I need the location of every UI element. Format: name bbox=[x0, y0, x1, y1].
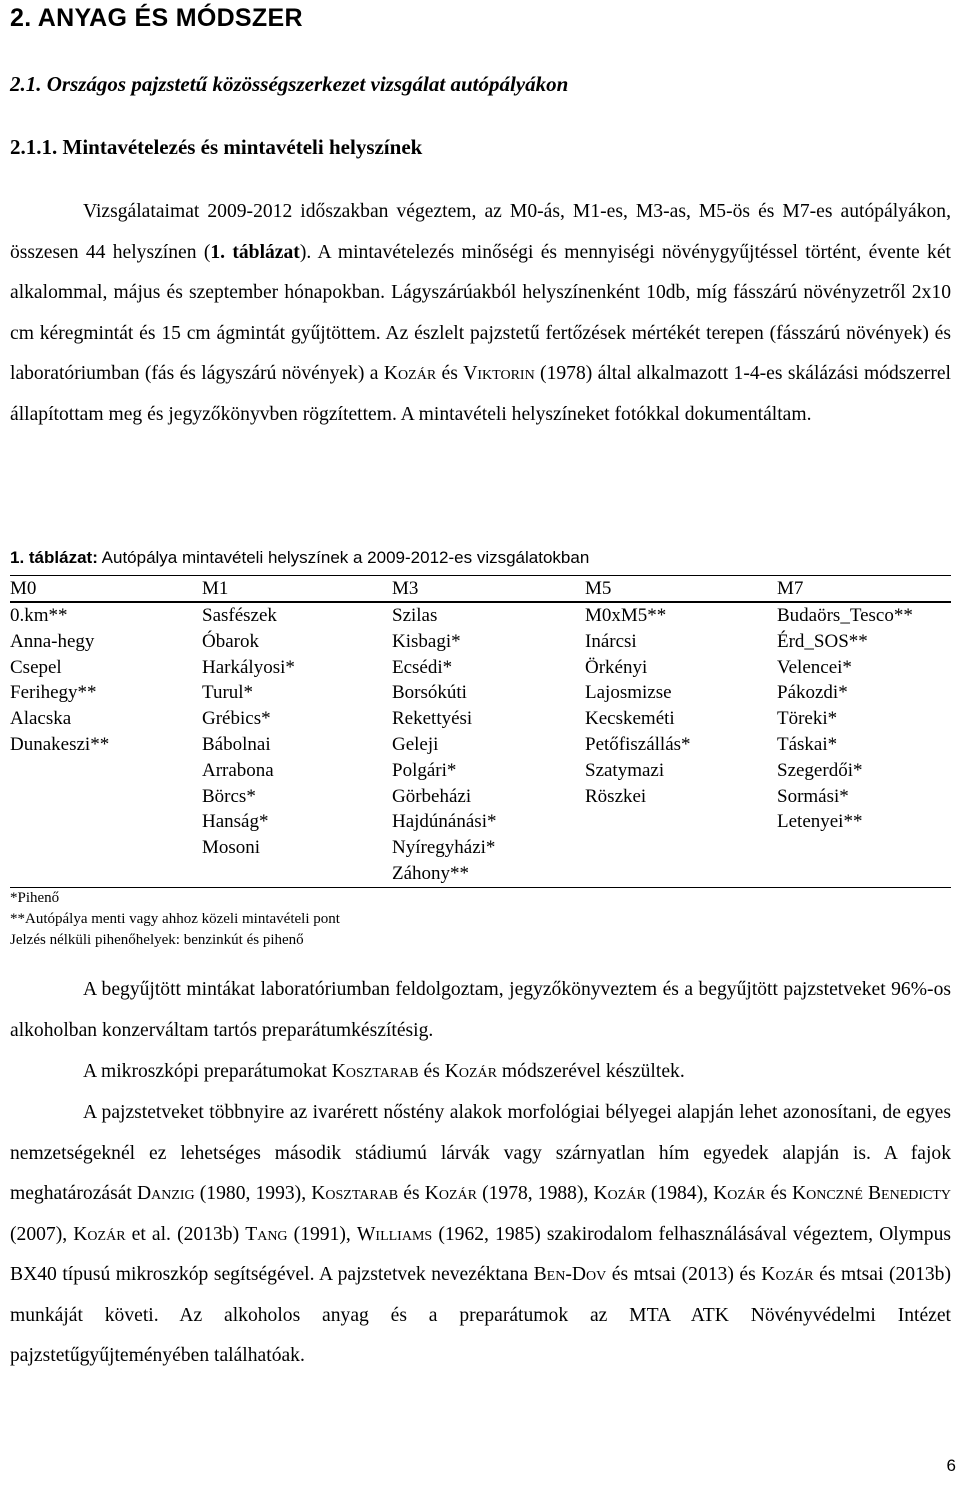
table-cell: Érd_SOS** bbox=[777, 630, 868, 652]
table-header-row bbox=[10, 576, 951, 603]
table-cell: Mosoni bbox=[202, 837, 261, 859]
paragraph-microscope: A mikroszkópi preparátumokat Kosztarab és Kozár módszerével készültek. bbox=[83, 1061, 685, 1082]
table-cell bbox=[10, 809, 202, 835]
table-cell: Záhony** bbox=[392, 861, 585, 887]
author-name: Kozár bbox=[73, 1223, 126, 1245]
section-heading: 2.1. Országos pajzstetű közösségszerkezet vizsgálat autópályákon bbox=[10, 72, 569, 96]
column-header: M0 bbox=[10, 576, 202, 603]
table-cell bbox=[777, 835, 951, 861]
table-cell bbox=[202, 861, 392, 887]
table-cell: Nyíregyházi* bbox=[392, 837, 496, 859]
author-name: Kozár bbox=[593, 1183, 646, 1204]
page-number: 6 bbox=[946, 1456, 956, 1475]
table-cell bbox=[585, 835, 777, 861]
table-cell: Hajdúnánási* bbox=[392, 811, 497, 833]
column-header: M5 bbox=[585, 576, 777, 603]
table-cell: Velencei* bbox=[777, 656, 852, 678]
table-row bbox=[10, 655, 951, 681]
table-row bbox=[10, 835, 951, 861]
author-name: Williams bbox=[356, 1223, 433, 1245]
table-cell: Szilas bbox=[392, 605, 438, 626]
table-cell: Grébics* bbox=[202, 708, 271, 730]
table-row bbox=[10, 758, 951, 784]
note-roadside-point: **Autópálya menti vagy ahhoz közeli mintavételi pont bbox=[10, 911, 340, 927]
table-cell: Alacska bbox=[10, 708, 72, 730]
table-row bbox=[10, 861, 951, 887]
table-cell: Szatymazi bbox=[585, 759, 665, 781]
table-cell: Letenyei** bbox=[777, 811, 863, 833]
table-cell: Bábolnai bbox=[202, 733, 271, 755]
table-row bbox=[10, 784, 951, 810]
table-cell: Hanság* bbox=[202, 811, 269, 833]
chapter-heading: 2. ANYAG ÉS MÓDSZER bbox=[10, 4, 303, 32]
author-name: Viktorin bbox=[463, 363, 535, 384]
table-cell: Örkényi bbox=[585, 656, 648, 678]
table-cell: Arrabona bbox=[202, 759, 274, 781]
author-name: Kozár bbox=[383, 363, 437, 384]
table-cell: Röszkei bbox=[585, 785, 647, 807]
table-row bbox=[10, 706, 951, 732]
table-row bbox=[10, 629, 951, 655]
note-rest-area: *Pihenő bbox=[10, 890, 60, 906]
table-cell: Harkályosi* bbox=[202, 656, 295, 678]
table-cell: Kecskeméti bbox=[585, 708, 675, 730]
author-name: Kozár bbox=[761, 1264, 814, 1285]
table-cell: Geleji bbox=[392, 733, 439, 755]
author-name: Tang bbox=[245, 1223, 288, 1245]
table-cell: M0xM5** bbox=[585, 605, 667, 626]
table-cell: Kisbagi* bbox=[392, 630, 461, 652]
table-cell: Görbeházi bbox=[392, 785, 472, 807]
table-cell bbox=[10, 758, 202, 784]
paragraph-identification: A pajzstetveket többnyire az ivarérett nőstény alakok morfológiai bélyegei alapján lehet azonosítani, de egyes nemzetségeknél ez lehetséges második stádiumú lárvák vagy szárnyatlan hím egyedek alapján is. A fajok meghatározását Danzig (1980, 1993), Kosztarab és Kozár (1978, 1988), Kozár (1984), Kozár és Konczné Benedicty (2007), Kozár et al. (2013b) Tang (1991), Williams (1962, 1985) szakirodalom felhasználásával végeztem, Olympus BX40 típusú mikroszkóp segítségével. A pajzstetvek nevezéktana Ben-Dov és mtsai (2013) és Kozár és mtsai (2013b) munkáját követi. Az alkoholos anyag és a preparátumok az MTA ATK Növényvédelmi Intézet pajzstetűgyűjteményében találhatóak. bbox=[10, 1102, 952, 1366]
author-name: Kozár bbox=[424, 1183, 477, 1204]
author-name: Konczné Benedicty bbox=[791, 1183, 952, 1204]
table-cell bbox=[585, 861, 777, 887]
table-caption: 1. táblázat: Autópálya mintavételi helyszínek a 2009-2012-es vizsgálatokban bbox=[10, 548, 590, 567]
table-cell bbox=[585, 809, 777, 835]
table-cell: Borsókúti bbox=[392, 682, 467, 704]
column-header: M7 bbox=[777, 576, 951, 603]
paragraph-sampling: Vizsgálataimat 2009-2012 időszakban végeztem, az M0-ás, M1-es, M3-as, M5-ös és M7-es autópályákon, összesen 44 helyszínen (1. táblázat). A mintavételezés minőségi és mennyiségi növénygyűjtéssel történt, évente két alkalommal, május és szeptember hónapokban. Lágyszárúakból helyszínenként 10db, míg fásszárú növényzetről 2x10 cm kéregmintát és 15 cm ágmintát gyűjtöttem. Az észlelt pajzstetű fertőzések mértékét terepen (fásszárú növények) és laboratóriumban (fás és lágyszárú növények) a Kozár és Viktorin (1978) által alkalmazott 1-4-es skálázási módszerrel állapítottam meg és jegyzőkönyvben rögzítettem. A mintavételi helyszíneket fotókkal dokumentáltam. bbox=[10, 201, 951, 425]
table-cell: Csepel bbox=[10, 656, 62, 678]
table-row bbox=[10, 732, 951, 758]
table-cell: Rekettyési bbox=[392, 708, 473, 730]
author-name: Kosztarab bbox=[331, 1061, 419, 1082]
author-name: Kozár bbox=[444, 1061, 498, 1082]
table-cell: Turul* bbox=[202, 682, 254, 704]
author-name: Kosztarab bbox=[311, 1183, 399, 1204]
table-cell: Szegerdői* bbox=[777, 759, 863, 781]
table-row bbox=[10, 680, 951, 706]
table-cell: Pákozdi* bbox=[777, 682, 848, 704]
table-cell: Óbarok bbox=[202, 630, 259, 652]
table-cell: Inárcsi bbox=[585, 630, 637, 652]
table-cell: Anna-hegy bbox=[10, 630, 95, 652]
author-name: Ben-Dov bbox=[533, 1264, 607, 1285]
table-cell: Ferihegy** bbox=[10, 682, 97, 704]
table-cell: Dunakeszi** bbox=[10, 733, 110, 755]
table-cell: Sormási* bbox=[777, 785, 849, 807]
table-reference: 1. táblázat bbox=[210, 241, 300, 263]
paragraph-processing: A begyűjtött mintákat laboratóriumban feldolgoztam, jegyzőkönyveztem és a begyűjtött pajzstetveket 96%-os alkoholban konzerváltam tartós preparátumkészítésig. bbox=[10, 979, 951, 1041]
table-cell: Petőfiszállás* bbox=[585, 733, 691, 755]
table-cell: Polgári* bbox=[392, 759, 457, 781]
table-cell bbox=[10, 861, 202, 887]
table-cell: Börcs* bbox=[202, 785, 256, 807]
note-unmarked: Jelzés nélküli pihenőhelyek: benzinkút és pihenő bbox=[10, 932, 304, 948]
table-cell: Budaörs_Tesco** bbox=[777, 605, 913, 626]
table-notes bbox=[10, 888, 340, 951]
subsection-heading: 2.1.1. Mintavételezés és mintavételi helyszínek bbox=[10, 135, 423, 159]
table-cell bbox=[10, 835, 202, 861]
table-cell: Táskai* bbox=[777, 733, 838, 755]
table-cell: Töreki* bbox=[777, 708, 838, 730]
column-header: M1 bbox=[202, 576, 392, 603]
table-cell bbox=[10, 784, 202, 810]
author-name: Danzig bbox=[136, 1183, 195, 1204]
table-cell: Lajosmizse bbox=[585, 682, 672, 704]
table-cell: 0.km** bbox=[10, 605, 68, 626]
table-cell: Sasfészek bbox=[202, 605, 277, 626]
sampling-sites-table bbox=[10, 575, 951, 888]
author-name: Kozár bbox=[713, 1183, 766, 1204]
column-header: M3 bbox=[392, 576, 585, 603]
table-cell bbox=[777, 861, 951, 887]
table-row bbox=[10, 602, 951, 629]
table-row bbox=[10, 809, 951, 835]
table-cell: Ecsédi* bbox=[392, 656, 453, 678]
